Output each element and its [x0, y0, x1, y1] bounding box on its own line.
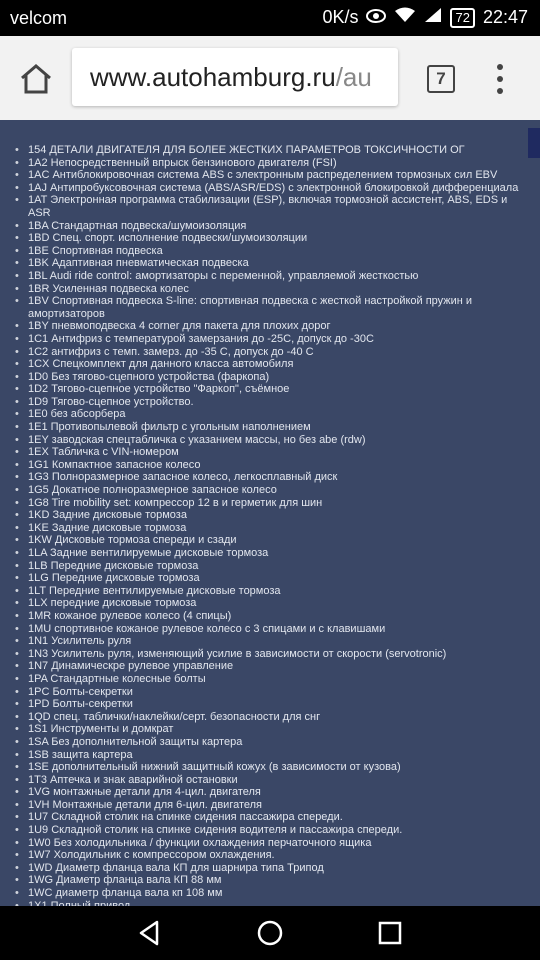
options-list [0, 120, 528, 925]
list-item: • 1BY пневмоподвеска 4 corner для пакета для плохих дорог [28, 320, 528, 333]
list-item: • 1KD Задние дисковые тормоза [28, 509, 528, 522]
list-item: • 1EY заводская спецтабличка с указанием массы, но без abe (rdw) [28, 434, 528, 447]
list-item: • 1D9 Тягово-сцепное устройство. [28, 396, 528, 409]
tab-count: 7 [436, 69, 446, 88]
list-item: • 154 ДЕТАЛИ ДВИГАТЕЛЯ ДЛЯ БОЛЕЕ ЖЕСТКИХ ПАРАМЕТРОВ ТОКСИЧНОСТИ ОГ [28, 144, 528, 157]
list-item: • 1KW Дисковые тормоза спереди и сзади [28, 534, 528, 547]
clock: 22:47 [482, 7, 528, 27]
list-item: • 1LG Передние дисковые тормоза [28, 572, 528, 585]
list-item: • 1MU спортивное кожаное рулевое колесо с 3 спицами и с клавишами [28, 623, 528, 636]
list-item: • 1SA Без дополнительной защиты картера [28, 736, 528, 749]
page-content[interactable] [0, 120, 540, 906]
carrier-name: velcom [10, 8, 68, 28]
list-item: • 1G1 Компактное запасное колесо [28, 459, 528, 472]
list-item: • 1BD Спец. спорт. исполнение подвески/шумоизоляции [28, 232, 528, 245]
list-item: • 1BK Адаптивная пневматическая подвеска [28, 257, 528, 270]
list-item: • 1N7 Динамическре рулевое управление [28, 660, 528, 673]
url-text [72, 62, 372, 93]
list-item: • 1WD Диаметр фланца вала КП для шарнира типа Трипод [28, 862, 528, 875]
browser-toolbar [0, 36, 540, 120]
list-item: • 1AJ Антипробуксовочная система (ABS/ASR/EDS) с электронной блокировкой дифференциала [28, 182, 528, 195]
wifi-icon [394, 7, 416, 28]
list-item: • 1BV Спортивная подвеска S-line: спортивная подвеска с жесткой настройкой пружин и амортизаторов [28, 295, 528, 320]
list-item: • 1U7 Складной столик на спинке сидения пассажира спереди. [28, 811, 528, 824]
list-item: • 1AT Электронная программа стабилизации (ESP), включая тормозной ассистент, ABS, EDS и ASR [28, 194, 528, 219]
list-item: • 1LT Передние вентилируемые дисковые тормоза [28, 585, 528, 598]
list-item: • 1PA Стандартные колесные болты [28, 673, 528, 686]
tab-switcher-icon[interactable] [427, 65, 455, 93]
list-item: • 1VH Монтажные детали для 6-цил. двигателя [28, 799, 528, 812]
list-item: • 1N1 Усилитель руля [28, 635, 528, 648]
list-item: • 1G3 Полноразмерное запасное колесо, легкосплавный диск [28, 471, 528, 484]
list-item: • 1PD Болты-секретки [28, 698, 528, 711]
list-item: • 1G5 Докатное полноразмерное запасное колесо [28, 484, 528, 497]
list-item: • 1W7 Холодильник с компрессором охлаждения. [28, 849, 528, 862]
recents-icon[interactable] [375, 918, 405, 948]
list-item: • 1BR Усиленная подвеска колес [28, 283, 528, 296]
list-item: • 1CX Спецкомплект для данного класса автомобиля [28, 358, 528, 371]
url-domain: www.autohamburg.ru [90, 61, 336, 92]
list-item: • 1VG монтажные детали для 4-цил. двигателя [28, 786, 528, 799]
list-item: • 1A2 Непосредственный впрыск бензинового двигателя (FSI) [28, 157, 528, 170]
network-speed: 0K/s [322, 7, 359, 27]
list-item: • 1D0 Без тягово-сцепного устройства (фаркопа) [28, 371, 528, 384]
list-item: • 1WG Диаметр фланца вала КП 88 мм [28, 874, 528, 887]
signal-icon [424, 7, 442, 28]
battery-indicator: 72 [450, 8, 474, 28]
list-item: • 1G8 Tire mobility set: компрессор 12 в и герметик для шин [28, 497, 528, 510]
list-item: • 1SE дополнительный нижний защитный кожух (в зависимости от кузова) [28, 761, 528, 774]
list-item: • 1SB защита картера [28, 749, 528, 762]
list-item: • 1BA Стандартная подвеска/шумоизоляция [28, 220, 528, 233]
list-item: • 1AC Антиблокировочная система ABS с электронным распределением тормозных сил EBV [28, 169, 528, 182]
list-item: • 1T3 Аптечка и знак аварийной остановки [28, 774, 528, 787]
list-item: • 1U9 Складной столик на спинке сидения водителя и пассажира спереди. [28, 824, 528, 837]
list-item: • 1WC диаметр фланца вала кп 108 мм [28, 887, 528, 900]
list-item: • 1S1 Инструменты и домкрат [28, 723, 528, 736]
list-item: • 1LX передние дисковые тормоза [28, 597, 528, 610]
list-item: • 1E0 без абсорбера [28, 408, 528, 421]
list-item: • 1KE Задние дисковые тормоза [28, 522, 528, 535]
home-icon[interactable] [18, 64, 54, 94]
back-icon[interactable] [135, 918, 165, 948]
address-bar[interactable] [72, 48, 398, 106]
status-indicators [322, 7, 528, 28]
list-item: • 1MR кожаное рулевое колесо (4 спицы) [28, 610, 528, 623]
list-item: • 1D2 Тягово-сцепное устройство "Фаркоп", съёмное [28, 383, 528, 396]
list-item: • 1E1 Противопылевой фильтр с угольным наполнением [28, 421, 528, 434]
list-item: • 1EX Табличка с VIN-номером [28, 446, 528, 459]
overflow-menu-icon[interactable] [495, 64, 505, 94]
list-item: • 1W0 Без холодильника / функции охлаждения перчаточного ящика [28, 837, 528, 850]
navigation-bar [0, 906, 540, 960]
list-item: • 1BE Спортивная подвеска [28, 245, 528, 258]
list-item: • 1PC Болты-секретки [28, 686, 528, 699]
list-item: • 1N3 Усилитель руля, изменяющий усилие в зависимости от скорости (servotronic) [28, 648, 528, 661]
home-nav-icon[interactable] [255, 918, 285, 948]
list-item: • 1QD спец. таблички/наклейки/серт. безопасности для снг [28, 711, 528, 724]
list-item: • 1BL Audi ride control: амортизаторы с переменной, управляемой жесткостью [28, 270, 528, 283]
side-tab-strip [528, 128, 540, 158]
list-item: • 1C2 антифриз с темп. замерз. до -35 С, допуск до -40 С [28, 346, 528, 359]
list-item: • 1LA Задние вентилируемые дисковые тормоза [28, 547, 528, 560]
list-item: • 1LB Передние дисковые тормоза [28, 560, 528, 573]
url-path: /au [335, 61, 372, 92]
list-item: • 1C1 Антифриз с температурой замерзания до -25С, допуск до -30С [28, 333, 528, 346]
eye-icon [366, 7, 386, 28]
status-bar [0, 0, 540, 36]
